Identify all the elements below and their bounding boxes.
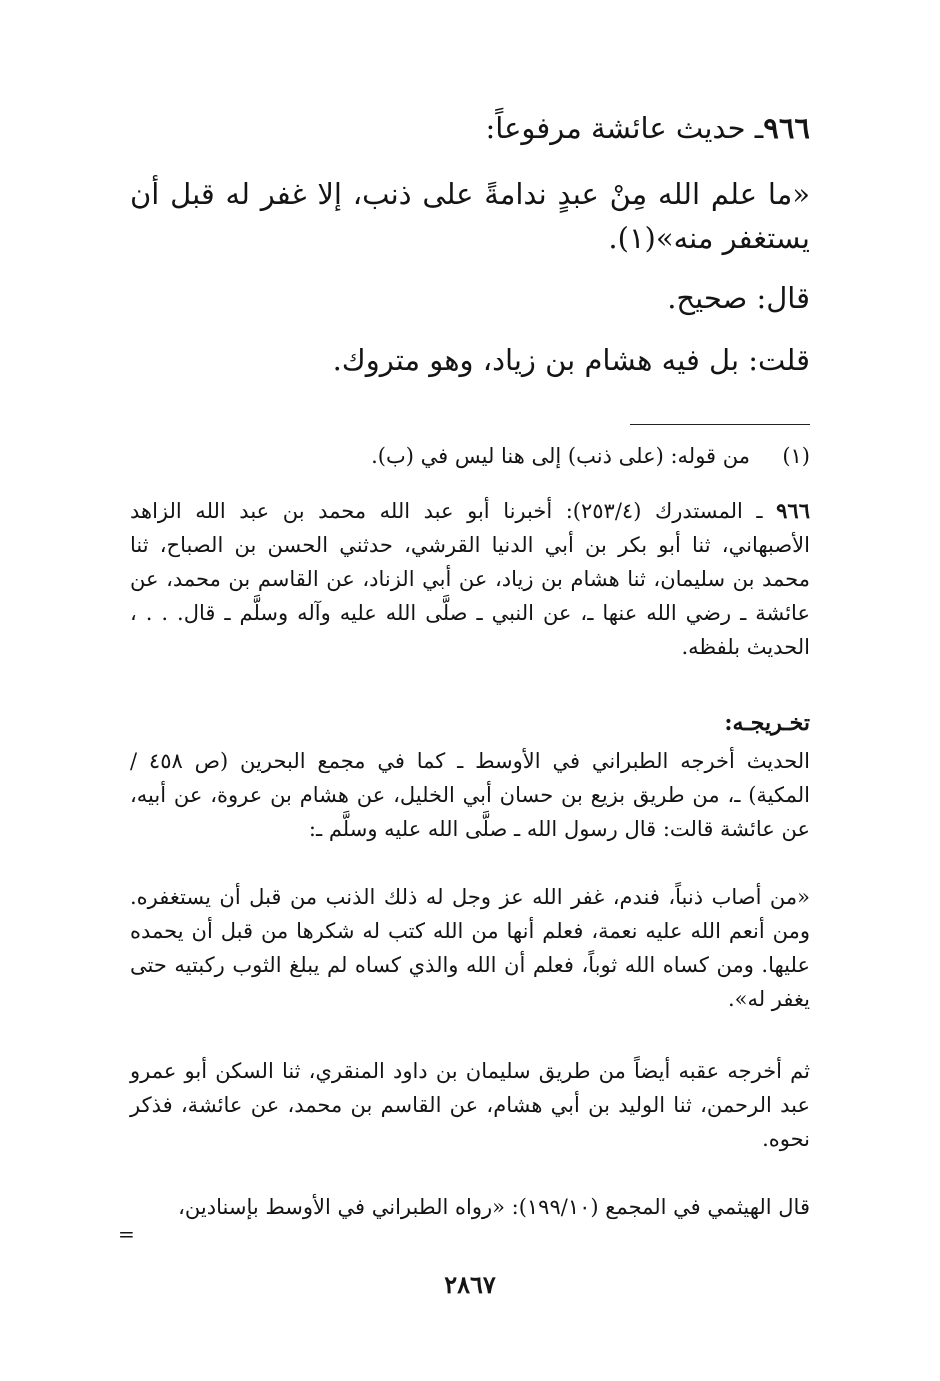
isnad-number: ٩٦٦ <box>776 498 810 523</box>
hadith-title: ـ حديث عائشة مرفوعاً: <box>485 111 764 145</box>
grading-statement: قال: صحيح. <box>667 281 810 315</box>
hadith-heading <box>130 108 810 148</box>
hadith-number: ٩٦٦ <box>763 111 810 145</box>
author-comment: قلت: بل فيه هشام بن زياد، وهو متروك. <box>332 343 810 377</box>
takhrij-heading: تخـريجـه: <box>724 710 810 736</box>
hadith-text: «ما علم الله مِنْ عبدٍ ندامةً على ذنب، إلا غفر له قبل أن يستغفر منه»(١). <box>130 177 810 255</box>
continuation-mark: = <box>118 1222 135 1246</box>
takhrij-paragraph: الحديث أخرجه الطبراني في الأوسط ـ كما في مجمع البحرين (ص ٤٥٨ / المكية) ـ، من طريق بزيع بن حسان أبي الخليل، عن هشام بن عروة، عن أبيه، عن عائشة قالت: قال رسول الله ـ صلَّى الله عليه وسلَّم ـ: <box>130 749 810 841</box>
isnad-section <box>130 494 810 664</box>
footnote-text: من قوله: (على ذنب) إلى هنا ليس في (ب). <box>371 444 750 468</box>
isnad-text: ـ المستدرك (٢٥٣/٤): أخبرنا أبو عبد الله محمد بن عبد الله الزاهد الأصبهاني، ثنا أبو بكر بن أبي الدنيا القرشي، حدثني الحسن بن الصباح، ثنا محمد بن سليمان، ثنا هشام بن زياد، عن أبي الزناد، عن القاسم بن محمد، عن عائشة ـ رضي الله عنها ـ، عن النبي ـ صلَّى الله عليه وآله وسلَّم ـ قال. . . ، الحديث بلفظه. <box>130 499 810 659</box>
footnote-separator <box>630 424 810 425</box>
takhrij-quote: «من أصاب ذنباً، فندم، غفر الله عز وجل له ذلك الذنب من قبل أن يستغفره. ومن أنعم الله عليه نعمة، فعلم أنها من الله كتب له شكرها من قبل أن يحمده عليها. ومن كساه الله ثوباً، فعلم أن الله والذي كساه لم يبلغ الثوب ركبتيه حتى يغفر له». <box>130 885 810 1011</box>
takhrij-paragraph: ثم أخرجه عقبه أيضاً من طريق سليمان بن داود المنقري، ثنا السكن أبو عمرو عبد الرحمن، ثنا الوليد بن أبي هشام، عن القاسم بن محمد، عن عائشة، فذكر نحوه. <box>130 1059 810 1151</box>
footnote-marker: (١) <box>782 444 810 468</box>
takhrij-paragraph: قال الهيثمي في المجمع (١٩٩/١٠): «رواه الطبراني في الأوسط بإسنادين، <box>178 1195 810 1219</box>
page-number: ٢٨٦٧ <box>444 1270 496 1299</box>
footnote <box>130 440 810 472</box>
